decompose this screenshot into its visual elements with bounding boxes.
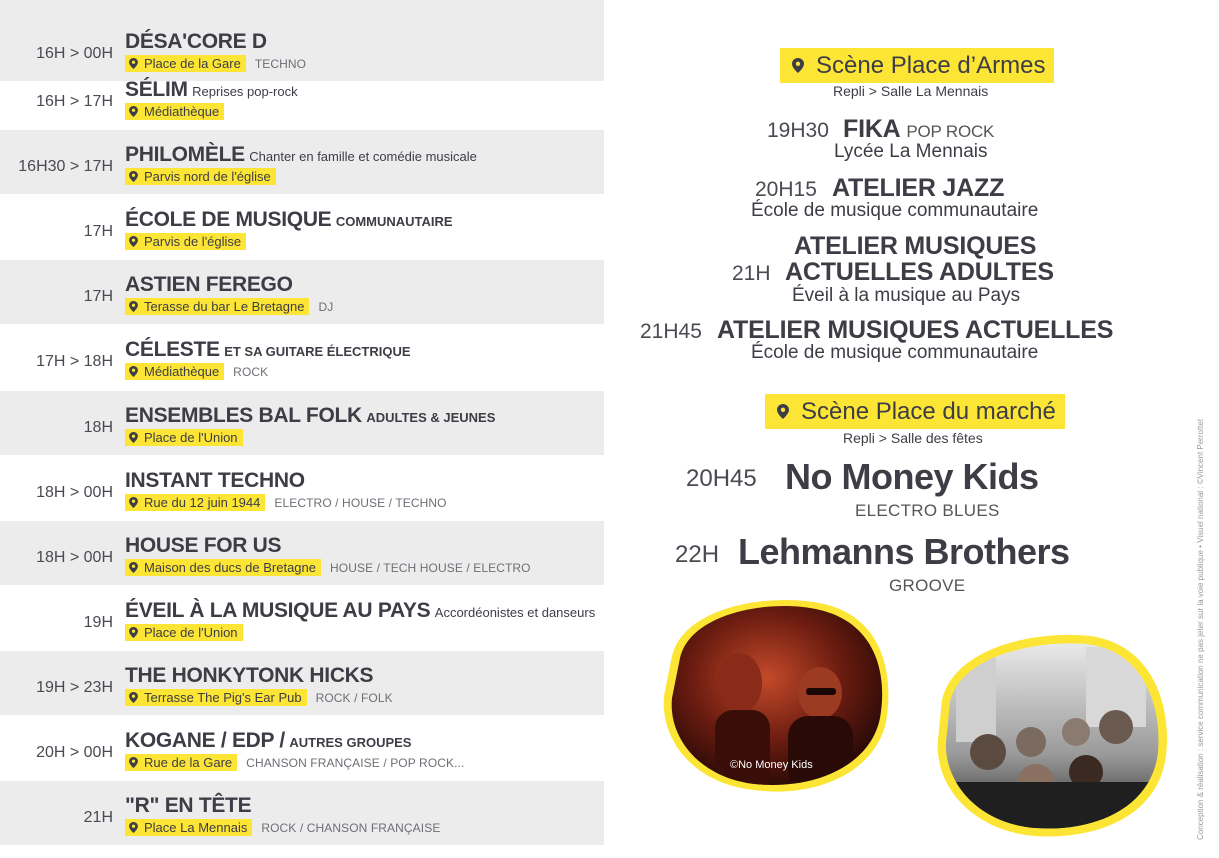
act-name: ÉVEIL À LA MUSIQUE AU PAYS [125,599,431,622]
act-genre: POP ROCK [906,122,995,141]
act-place: Éveil à la musique au Pays [792,285,1021,306]
act-name: DÉSA'CORE D [125,30,267,53]
photo-credit: ©No Money Kids [730,759,813,771]
location-name: Place de la Gare [144,56,241,71]
schedule-row [0,391,604,455]
genre-label: HOUSE / TECH HOUSE / ELECTRO [330,560,531,575]
act-name: ASTIEN FEREGO [125,273,293,296]
act-title: ATELIER JAZZ [832,174,1005,202]
act-time: 19H30 [767,119,829,142]
location-chip [125,168,276,185]
stage-place-armes-badge [780,48,1054,83]
schedule-time: 16H30 > 17H [18,158,113,175]
act-description: AUTRES GROUPES [289,735,412,750]
location-chip [125,754,237,771]
schedule-location [125,689,393,706]
act-name: SÉLIM [125,78,188,101]
schedule-title [125,143,477,167]
location-name: Parvis nord de l'église [144,169,271,184]
schedule-row [0,716,604,780]
vertical-credit: Conception & réalisation : service communication ne pas jeter sur la voie publique • Visuel national : ©Vincent Perrottet [1196,418,1205,840]
schedule-list [0,0,604,858]
schedule-row [0,260,604,324]
location-pin-icon [792,58,804,73]
schedule-title [125,729,411,753]
location-name: Terasse du bar Le Bretagne [144,299,305,314]
schedule-row [0,586,604,650]
schedule-title [125,534,281,558]
location-name: Maison des ducs de Bretagne [144,560,316,575]
act-description: ET SA GUITARE ÉLECTRIQUE [224,344,411,359]
schedule-title [125,273,293,297]
location-pin-icon [129,171,138,182]
stage-program [604,0,1219,858]
genre-label: ELECTRO / HOUSE / TECHNO [274,495,447,510]
act-title: ACTUELLES ADULTES [785,258,1054,286]
location-pin-icon [129,757,138,768]
band-photo-no-money-kids [660,598,890,794]
schedule-title [125,794,251,818]
location-pin-icon [777,404,789,419]
location-pin-icon [129,822,138,833]
schedule-time: 18H > 00H [36,549,113,566]
schedule-location [125,429,252,446]
location-chip [125,103,224,120]
act-genre: ELECTRO BLUES [855,501,1000,520]
schedule-time: 17H [83,288,113,305]
schedule-row [0,325,604,389]
act-name: "R" EN TÊTE [125,794,252,817]
schedule-row [0,195,604,259]
headliner-title: No Money Kids [785,456,1039,497]
location-chip [125,233,246,250]
act-description: Accordéonistes et danseurs [434,605,596,620]
schedule-time: 17H > 18H [36,353,113,370]
act-description: ADULTES & JEUNES [366,410,496,425]
location-chip [125,624,243,641]
schedule-title [125,78,298,102]
genre-label: CHANSON FRANÇAISE / POP ROCK... [246,755,465,770]
schedule-title [125,599,595,623]
schedule-title [125,338,411,362]
location-name: Place La Mennais [144,820,248,835]
act-place: École de musique communautaire [751,200,1039,221]
schedule-time: 16H > 17H [36,93,113,110]
location-chip [125,363,224,380]
stage-name: Scène Place du marché [801,397,1056,425]
schedule-title [125,664,373,688]
location-pin-icon [129,562,138,573]
location-chip [125,559,321,576]
schedule-time: 19H > 23H [36,679,113,696]
act-name: INSTANT TECHNO [125,469,305,492]
schedule-title [125,469,305,493]
schedule-time: 17H [83,223,113,240]
schedule-time: 21H [83,809,113,826]
schedule-time: 19H [83,614,113,631]
location-name: Parvis de l'église [144,234,242,249]
genre-label: ROCK / CHANSON FRANÇAISE [261,820,441,835]
location-pin-icon [129,497,138,508]
location-name: Terrasse The Pig's Ear Pub [144,690,302,705]
act-time: 20H15 [755,178,817,201]
act-title: ATELIER MUSIQUES [794,232,1037,260]
location-pin-icon [129,236,138,247]
schedule-time: 16H > 00H [36,45,113,62]
act-name: ÉCOLE DE MUSIQUE [125,208,332,231]
schedule-location [125,233,255,250]
location-name: Médiathèque [144,364,220,379]
stage-name: Scène Place d’Armes [816,51,1046,79]
schedule-location [125,754,464,771]
schedule-location [125,624,252,641]
stage-place-marche-badge [765,394,1065,429]
act-description: Chanter en famille et comédie musicale [249,149,477,164]
act-title: FIKA POP ROCK [843,115,995,143]
act-name: KOGANE / EDP / [125,729,285,752]
act-place: École de musique communautaire [751,342,1039,363]
act-time: 20H45 [686,465,757,492]
act-description: COMMUNAUTAIRE [335,214,453,229]
act-name: HOUSE FOR US [125,534,282,557]
headliner-title: Lehmanns Brothers [738,531,1070,572]
location-pin-icon [129,692,138,703]
genre-label: DJ [318,299,334,314]
schedule-location [125,363,268,380]
schedule-location [125,168,285,185]
schedule-row [0,521,604,585]
location-chip [125,494,265,511]
schedule-row [0,456,604,520]
stage-fallback: Repli > Salle La Mennais [833,83,989,99]
location-name: Place de l'Union [144,430,238,445]
location-chip [125,819,252,836]
schedule-location [125,103,233,120]
location-pin-icon [129,432,138,443]
location-name: Médiathèque [144,104,220,119]
act-name: THE HONKYTONK HICKS [125,664,374,687]
act-place: Lycée La Mennais [834,141,988,162]
schedule-title [125,30,267,54]
act-name: ENSEMBLES BAL FOLK [125,404,362,427]
genre-label: ROCK / FOLK [315,690,393,705]
location-chip [125,298,309,315]
act-time: 21H45 [640,320,702,343]
location-pin-icon [129,366,138,377]
schedule-title [125,404,495,428]
act-time: 22H [675,541,720,568]
schedule-row [0,651,604,715]
schedule-row [0,781,604,845]
schedule-location [125,298,333,315]
schedule-location [125,559,531,576]
location-name: Rue de la Gare [144,755,233,770]
schedule-location [125,494,447,511]
schedule-row [0,65,604,129]
schedule-location [125,819,440,836]
schedule-title [125,208,453,232]
act-name: CÉLESTE [125,338,220,361]
act-name: PHILOMÈLE [125,143,245,166]
act-time: 21H [732,262,771,285]
location-chip [125,429,243,446]
act-title: ATELIER MUSIQUES ACTUELLES [717,316,1114,344]
schedule-time: 20H > 00H [36,744,113,761]
location-pin-icon [129,627,138,638]
location-pin-icon [129,106,138,117]
act-genre: GROOVE [889,576,966,595]
location-chip [125,689,307,706]
genre-label: TECHNO [254,56,307,71]
location-pin-icon [129,301,138,312]
genre-label: ROCK [233,364,269,379]
schedule-time: 18H [83,419,113,436]
location-name: Rue du 12 juin 1944 [144,495,261,510]
band-photo-lehmanns-brothers [936,632,1168,837]
schedule-time: 18H > 00H [36,484,113,501]
stage-fallback: Repli > Salle des fêtes [843,430,983,446]
location-name: Place de l'Union [144,625,238,640]
schedule-row [0,130,604,194]
act-description: Reprises pop-rock [192,84,298,99]
